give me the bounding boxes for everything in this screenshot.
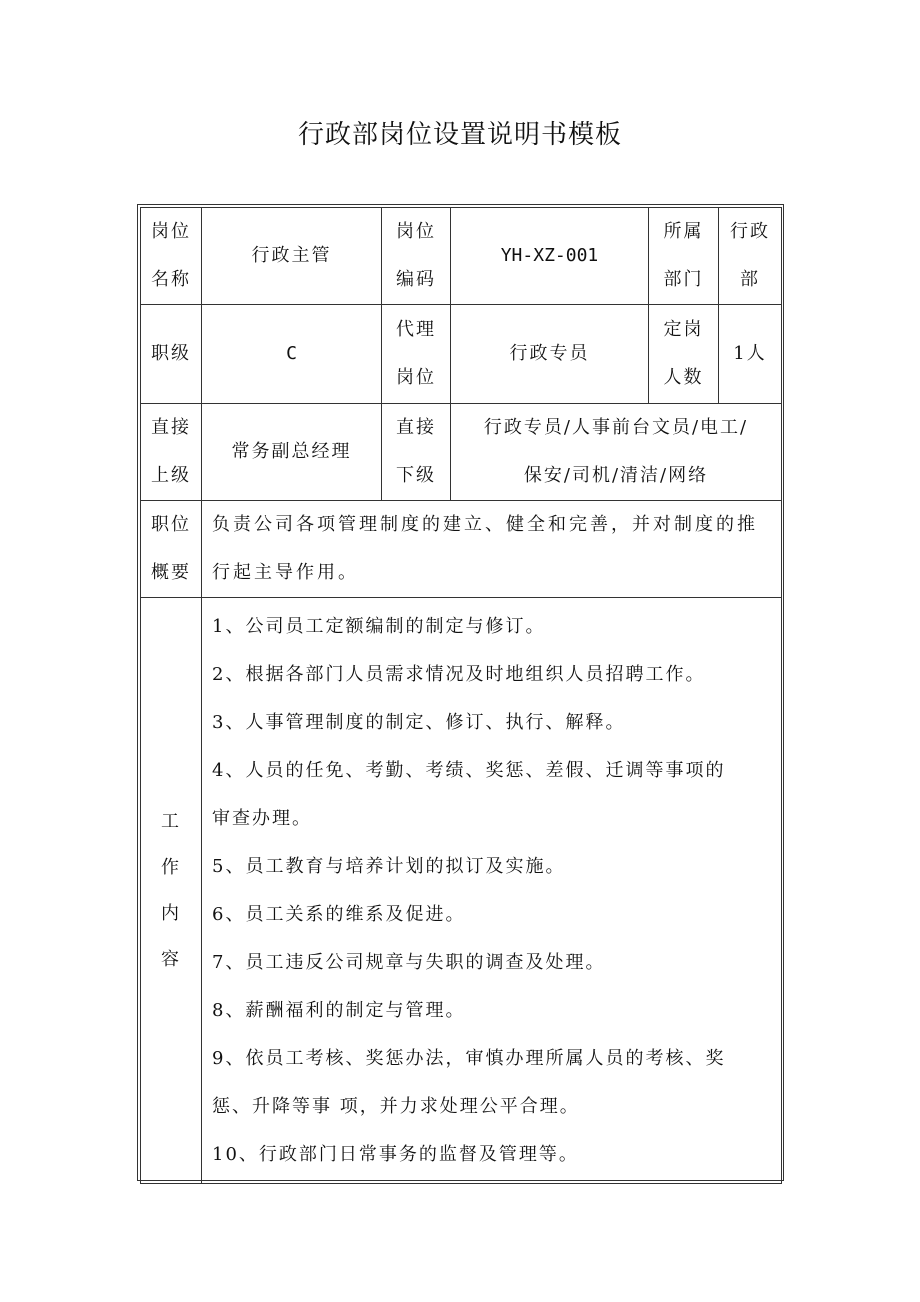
duty-line: 9、依员工考核、奖惩办法，审慎办理所属人员的考核、奖 <box>212 1048 726 1069</box>
direct-subordinate-value: 行政专员/人事前台文员/电工/ 保安/司机/清洁/网络 <box>451 404 782 501</box>
table-row <box>141 305 782 404</box>
summary-text: 负责公司各项管理制度的建立、健全和完善，并对制度的推 行起主导作用。 <box>202 501 782 598</box>
duty-line: 6、员工关系的维系及促进。 <box>212 904 466 925</box>
job-description-table <box>140 207 782 1184</box>
direct-superior-value: 常务副总经理 <box>202 404 382 501</box>
position-code-label: 岗位 编码 <box>382 208 451 305</box>
position-code-value: YH-XZ-001 <box>451 208 649 305</box>
direct-subordinate-label: 直接 下级 <box>382 404 451 501</box>
page-title: 行政部岗位设置说明书模板 <box>297 120 622 150</box>
position-name-value: 行政主管 <box>202 208 382 305</box>
duties-label: 工 作 内 容 <box>141 598 202 1184</box>
table-row <box>141 404 782 501</box>
grade-label: 职级 <box>141 305 202 404</box>
department-value: 行政 部 <box>719 208 782 305</box>
summary-label: 职位 概要 <box>141 501 202 598</box>
duty-line: 1、公司员工定额编制的制定与修订。 <box>212 616 546 637</box>
deputy-position-value: 行政专员 <box>451 305 649 404</box>
duty-line: 3、人事管理制度的制定、修订、执行、解释。 <box>212 712 626 733</box>
grade-value: C <box>202 305 382 404</box>
duty-line: 10、行政部门日常事务的监督及管理等。 <box>212 1144 579 1165</box>
headcount-label: 定岗 人数 <box>649 305 719 404</box>
duty-line: 2、根据各部门人员需求情况及时地组织人员招聘工作。 <box>212 664 706 685</box>
table-row <box>141 501 782 598</box>
table-row <box>141 208 782 305</box>
duty-line: 7、员工违反公司规章与失职的调查及处理。 <box>212 952 606 973</box>
duties-list <box>202 598 782 1184</box>
headcount-value: 1人 <box>719 305 782 404</box>
direct-superior-label: 直接 上级 <box>141 404 202 501</box>
position-name-label: 岗位 名称 <box>141 208 202 305</box>
duty-line: 5、员工教育与培养计划的拟订及实施。 <box>212 856 566 877</box>
duty-line: 惩、升降等事 项，并力求处理公平合理。 <box>212 1096 580 1117</box>
deputy-position-label: 代理 岗位 <box>382 305 451 404</box>
table-row <box>141 598 782 1184</box>
duty-line: 审查办理。 <box>212 808 312 829</box>
duty-line: 8、薪酬福利的制定与管理。 <box>212 1000 466 1021</box>
department-label: 所属 部门 <box>649 208 719 305</box>
duty-line: 4、人员的任免、考勤、考绩、奖惩、差假、迁调等事项的 <box>212 760 726 781</box>
